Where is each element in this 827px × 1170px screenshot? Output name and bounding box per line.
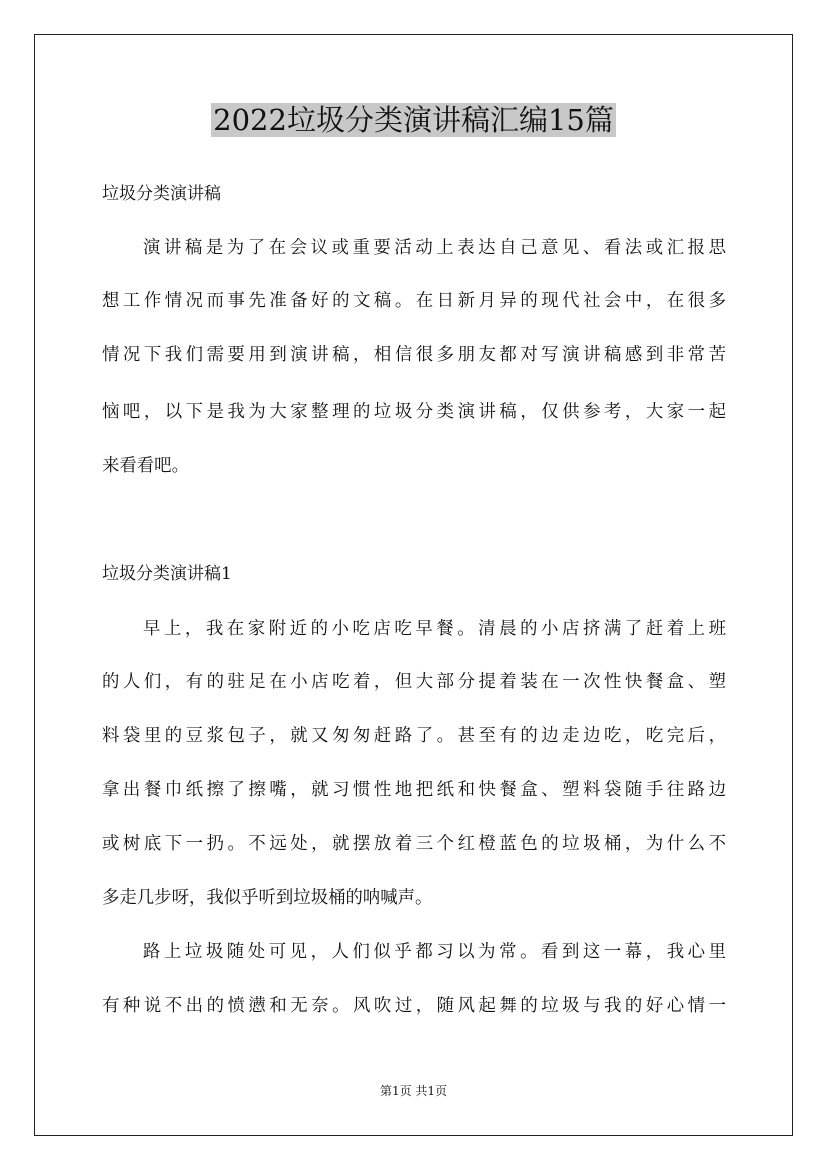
document-title: 2022垃圾分类演讲稿汇编15篇 [213, 103, 614, 137]
paragraph-line: 的人们，有的驻足在小店吃着，但大部分提着装在一次性快餐盒、塑 [102, 672, 726, 692]
page-number-footer: 第1页 共1页 [379, 1084, 448, 1098]
paragraph-line: 或树底下一扔。不远处，就摆放着三个红橙蓝色的垃圾桶，为什么不 [102, 834, 726, 854]
paragraph-line: 路上垃圾随处可见，人们似乎都习以为常。看到这一幕，我心里 [143, 942, 726, 962]
paragraph-line: 早上，我在家附近的小吃店吃早餐。清晨的小店挤满了赶着上班 [143, 619, 726, 639]
paragraph-line: 多走几步呀，我似乎听到垃圾桶的呐喊声。 [102, 888, 433, 908]
section-heading-1: 垃圾分类演讲稿1 [102, 564, 232, 584]
paragraph-line: 有种说不出的愤懑和无奈。风吹过，随风起舞的垃圾与我的好心情一 [102, 996, 726, 1016]
paragraph-line: 来看看吧。 [102, 456, 189, 476]
paragraph-line: 拿出餐巾纸擦了擦嘴，就习惯性地把纸和快餐盒、塑料袋随手往路边 [102, 780, 726, 800]
intro-heading: 垃圾分类演讲稿 [102, 184, 221, 204]
paragraph-line: 想工作情况而事先准备好的文稿。在日新月异的现代社会中，在很多 [102, 291, 726, 311]
paragraph-line: 料袋里的豆浆包子，就又匆匆赶路了。甚至有的边走边吃，吃完后， [102, 726, 726, 746]
paragraph-line: 情况下我们需要用到演讲稿，相信很多朋友都对写演讲稿感到非常苦 [102, 345, 726, 365]
paragraph-line: 演讲稿是为了在会议或重要活动上表达自己意见、看法或汇报思 [143, 238, 726, 258]
paragraph-line: 恼吧，以下是我为大家整理的垃圾分类演讲稿，仅供参考，大家一起 [102, 402, 726, 422]
